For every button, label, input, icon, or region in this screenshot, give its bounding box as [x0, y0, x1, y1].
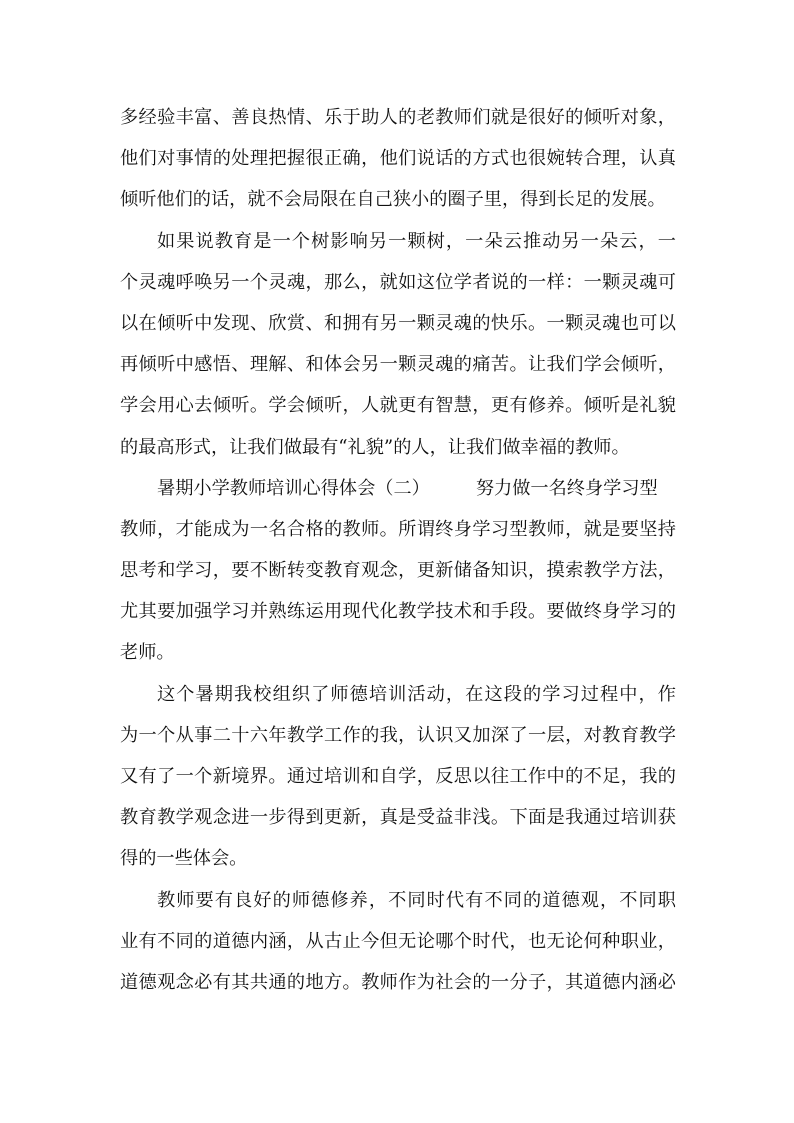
text-line: 再倾听中感悟、理解、和体会另一颗灵魂的痛苦。让我们学会倾听， — [120, 354, 676, 376]
paragraph-2 — [120, 221, 676, 468]
text-line: 倾听他们的话，就不会局限在自己狭小的圈子里，得到长足的发展。 — [120, 189, 666, 211]
text-line: 教育教学观念进一步得到更新，真是受益非浅。下面是我通过培训获 — [120, 807, 676, 829]
section-heading: 暑期小学教师培训心得体会（二） — [157, 477, 430, 499]
text-line: 这个暑期我校组织了师德培训活动，在这段的学习过程中，作 — [157, 683, 676, 705]
text-line: 的最高形式，让我们做最有“礼貌”的人，让我们做幸福的教师。 — [120, 436, 630, 458]
text-line: 个灵魂呼唤另一个灵魂，那么，就如这位学者说的一样：一颗灵魂可 — [120, 271, 676, 293]
text-line: 多经验丰富、善良热情、乐于助人的老教师们就是很好的倾听对象， — [120, 107, 676, 128]
text-line: 学会用心去倾听。学会倾听，人就更有智慧，更有修养。倾听是礼貌 — [120, 395, 676, 417]
text-line: 业有不同的道德内涵，从古止今但无论哪个时代，也无论何种职业， — [120, 930, 676, 952]
text-line: 以在倾听中发现、欣赏、和拥有另一颗灵魂的快乐。一颗灵魂也可以 — [120, 312, 676, 334]
text-line: 尤其要加强学习并熟练运用现代化教学技术和手段。要做终身学习的 — [120, 601, 676, 623]
text-line: 教师，才能成为一名合格的教师。所谓终身学习型教师，就是要坚持 — [120, 518, 676, 540]
text-line: 思考和学习，要不断转变教育观念，更新储备知识，摸索教学方法， — [120, 560, 676, 582]
text-line: 又有了一个新境界。通过培训和自学，反思以往工作中的不足，我的 — [120, 766, 676, 787]
text-line: 如果说教育是一个树影响另一颗树，一朵云推动另一朵云，一 — [157, 230, 676, 252]
text-line: 他们对事情的处理把握很正确，他们说话的方式也很婉转合理，认真 — [120, 148, 676, 170]
paragraph-5 — [120, 880, 676, 1004]
text-line: 得的一些体会。 — [120, 848, 248, 870]
text-line: 为一个从事二十六年教学工作的我，认识又加深了一层，对教育教学 — [120, 724, 676, 746]
paragraph-4 — [120, 674, 676, 880]
text-line: 教师要有良好的师德修养，不同时代有不同的道德观，不同职 — [157, 889, 676, 911]
heading-continuation: 努力做一名终身学习型 — [475, 477, 658, 499]
text-line: 道德观念必有其共通的地方。教师作为社会的一分子，其道德内涵必 — [120, 971, 676, 993]
paragraph-3 — [120, 468, 676, 674]
paragraph-1-continued — [120, 97, 676, 221]
heading-line — [120, 468, 676, 509]
document-body — [120, 97, 676, 1003]
text-line: 老师。 — [120, 642, 175, 664]
